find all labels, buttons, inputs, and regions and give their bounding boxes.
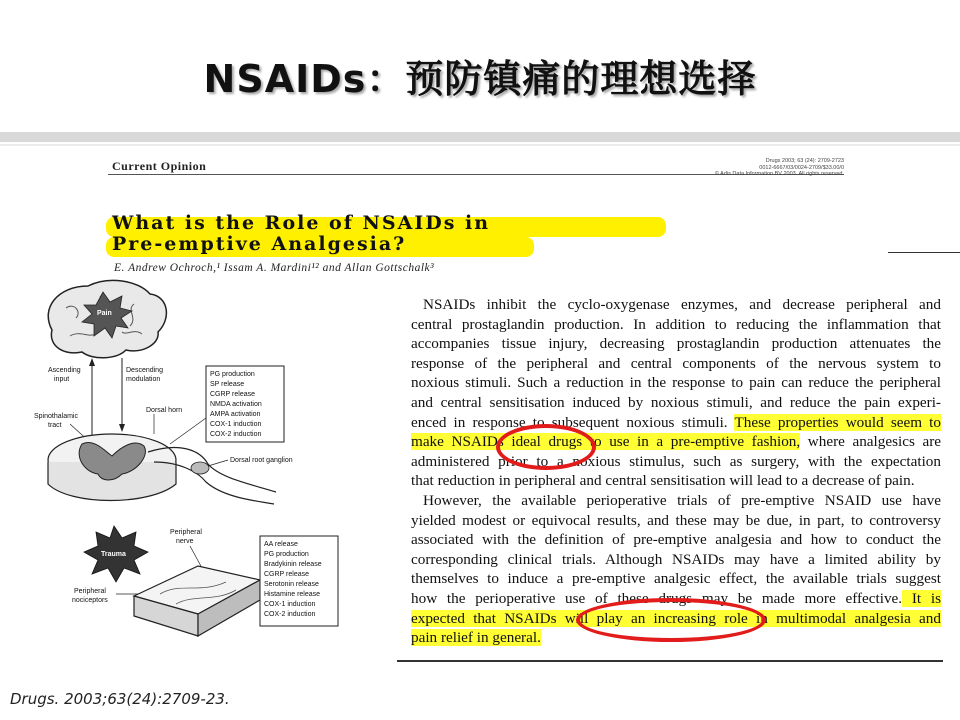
box-item: COX-2 induction	[210, 431, 262, 438]
abstract-rule	[397, 660, 943, 662]
ascending-label: input	[54, 376, 70, 383]
box-item: Serotonin release	[264, 581, 319, 588]
drg-label: Dorsal root ganglion	[230, 457, 293, 464]
abstract-line	[411, 413, 941, 433]
abstract-line: administered prior to a noxious stimulus, such as surgery, with the expectation	[411, 452, 941, 470]
trauma-label: Trauma	[101, 551, 126, 558]
abstract-segment: enced in response to subsequent noxious stimuli.	[411, 413, 735, 431]
spinothalamic-label: Spinothalamic	[34, 413, 78, 420]
tissue-block-illustration	[134, 566, 260, 636]
pain-pathway-diagram	[30, 278, 380, 646]
highlighted-text: These properties would seem to	[734, 413, 941, 431]
peripheral-mechanism-box	[260, 536, 338, 626]
abstract-line: However, the available perioperative trials of pre-emptive NSAID use have	[423, 491, 941, 509]
journal-section: Current Opinion	[112, 159, 207, 173]
box-item: CGRP release	[264, 571, 310, 578]
abstract-line: yielded modest or equivocal results, and these may be due, in part, to controversy	[411, 511, 941, 529]
highlighted-text: make NSAIDs ideal drugs to use in a pre-emptive fashion,	[411, 433, 801, 451]
article-title	[112, 213, 490, 255]
abstract-line	[411, 432, 941, 452]
article-meta	[715, 158, 844, 178]
meta-line: © Adis Data Information BV 2003. All rights reserved.	[714, 171, 844, 177]
side-rule	[888, 252, 960, 253]
box-item: AMPA activation	[210, 411, 261, 418]
box-item: SP release	[210, 381, 245, 388]
abstract-segment: how the perioperative use of these drugs may be made more effective.	[411, 589, 903, 607]
red-circle-annotation	[576, 598, 766, 642]
descending-label: modulation	[126, 376, 161, 383]
box-item: COX-1 induction	[210, 421, 262, 428]
highlighted-text: It is	[902, 589, 941, 607]
nociceptors-label: Peripheral	[74, 588, 106, 595]
nociceptors-label: nociceptors	[72, 597, 108, 604]
brain-illustration	[48, 280, 166, 357]
box-item: AA release	[264, 541, 298, 548]
abstract-line: noxious stimuli. Such a reduction in the response to pain can reduce the peripheral	[411, 374, 941, 392]
abstract-line: corresponding clinical trials. Although NSAIDs may have a limited ability by	[411, 550, 941, 568]
box-item: CGRP release	[210, 391, 256, 398]
abstract-text	[411, 295, 941, 648]
central-mechanism-box	[206, 366, 284, 442]
pain-label: Pain	[97, 310, 112, 317]
article-authors: E. Andrew Ochroch,¹ Issam A. Mardini¹² and Allan Gottschalk³	[114, 262, 435, 274]
title-divider-light	[0, 144, 960, 146]
abstract-line: themselves to induce a pre-emptive analgesic effect, the available trials suggest	[411, 570, 941, 588]
peripheral-nerve-label: nerve	[176, 538, 194, 545]
red-circle-annotation	[496, 424, 596, 470]
box-item: PG production	[210, 371, 255, 378]
title-divider	[0, 132, 960, 142]
box-item: PG production	[264, 551, 309, 558]
box-item: NMDA activation	[210, 401, 262, 408]
abstract-line: response of the peripheral and central components of the nervous system to	[411, 354, 941, 372]
citation: Drugs. 2003;63(24):2709-23.	[10, 690, 230, 708]
abstract-line: that reduction in peripheral and central sensitisation will lead to a decrease of pain.	[411, 472, 915, 490]
ascending-label: Ascending	[48, 367, 81, 374]
peripheral-nerve-label: Peripheral	[170, 529, 202, 536]
descending-label: Descending	[126, 367, 163, 374]
meta-line: Drugs 2003; 63 (24): 2709-2723	[765, 158, 844, 164]
abstract-line: central prostaglandin production. In addition to reducing the inflammation that	[411, 315, 941, 333]
dorsal-horn-label: Dorsal horn	[146, 407, 183, 414]
box-item: Histamine release	[264, 591, 321, 598]
box-item: COX-1 induction	[264, 601, 316, 608]
abstract-line: NSAIDs inhibit the cyclo-oxygenase enzymes, and decrease peripheral and	[423, 296, 941, 313]
abstract-line: associated with the definition of pre-emptive analgesia and how to conduct the	[411, 531, 941, 549]
abstract-segment: where analgesics are	[800, 433, 941, 451]
box-item: Bradykinin release	[264, 561, 322, 568]
box-item: COX-2 induction	[264, 611, 316, 618]
highlighted-text: pain relief in general.	[411, 629, 541, 647]
abstract-line: and central sensitisation induced by noxious stimuli, and reduce the pain experi-	[411, 393, 941, 411]
spinothalamic-label: tract	[48, 422, 62, 429]
spinal-cord-illustration	[48, 434, 276, 504]
slide-title: NSAIDs：预防镇痛的理想选择	[203, 57, 757, 101]
article-title-line: What is the Role of NSAIDs in	[112, 212, 491, 234]
abstract-line: accompanies tissue injury, decreasing prostaglandin production attenuates the	[411, 335, 941, 353]
meta-line: 0012-6667/03/0024-2709/$33.00/0	[759, 164, 844, 171]
highlighted-text: expected that NSAIDs will play an increasing role in multimodal analgesia and	[411, 609, 941, 627]
article-title-line: Pre-emptive Analgesia?	[112, 233, 407, 255]
